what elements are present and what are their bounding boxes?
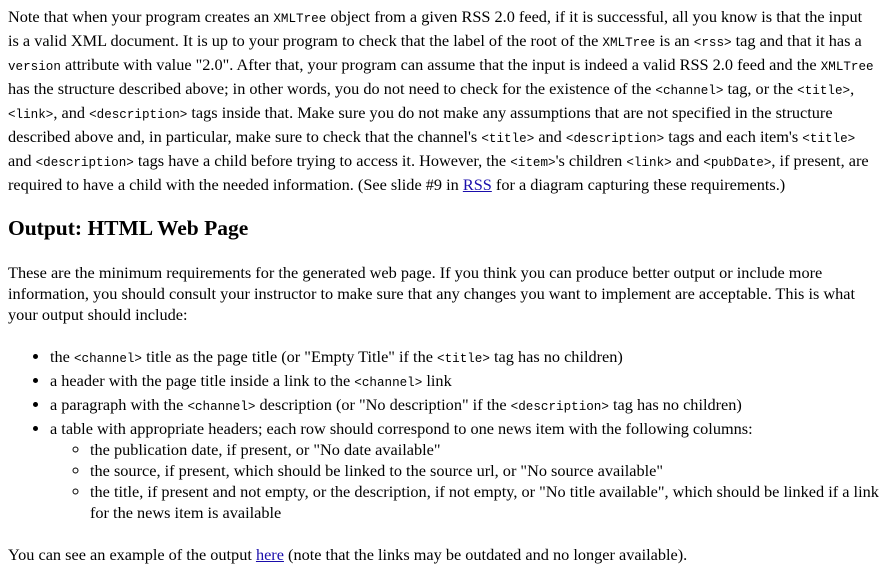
section-heading: Output: HTML Web Page xyxy=(8,216,249,240)
item-text: title as the page title (or "Empty Title" if the xyxy=(142,347,438,366)
rss-link[interactable]: RSS xyxy=(462,175,492,194)
intro-text: is an xyxy=(655,31,694,50)
sublist-item: ◦ the source, if present, which should be linked to the source url, or "No source available" xyxy=(90,460,880,481)
intro-text: and xyxy=(671,151,704,170)
intro-text: and xyxy=(8,151,36,170)
item-text: link xyxy=(422,371,452,390)
code-link-tag: <link> xyxy=(626,156,672,170)
intro-text: has the structure described above; in other words, you do not need to check for the existence of the xyxy=(8,79,656,98)
intro-text: and xyxy=(534,127,566,146)
code-title-tag: <title> xyxy=(437,352,490,366)
code-title-tag: <title> xyxy=(481,132,535,146)
code-title-tag: <title> xyxy=(802,132,856,146)
code-description-tag: <description> xyxy=(35,156,134,170)
sublist-item: ◦ the publication date, if present, or "No date available" xyxy=(90,439,880,460)
item-text: tag has no children) xyxy=(608,395,742,414)
intro-text: tags have a child before trying to access it. However, the xyxy=(133,151,511,170)
code-rss-tag: <rss> xyxy=(693,36,732,50)
intro-text: tag and that it has a xyxy=(731,31,862,50)
code-title-tag: <title> xyxy=(797,84,851,98)
code-pubdate-tag: <pubDate> xyxy=(703,156,772,170)
code-description-tag: <description> xyxy=(565,132,665,146)
code-xmltree: XMLTree xyxy=(602,36,656,50)
example-text: You can see an example of the output xyxy=(8,545,256,564)
list-item xyxy=(50,394,880,418)
code-version: version xyxy=(8,60,61,74)
list-item xyxy=(50,418,880,523)
intro-text: tags inside that. Make sure you do not make any assumptions that are not specified in the structure described above and, in particular, make sure to check that the channel's xyxy=(8,103,833,146)
list-item xyxy=(50,346,880,370)
code-channel-tag: <channel> xyxy=(354,376,423,390)
code-channel-tag: <channel> xyxy=(73,352,142,366)
code-xmltree: XMLTree xyxy=(820,60,874,74)
intro-text: attribute with value "2.0". After that, your program can assume that the input is indeed a valid RSS 2.0 feed and the xyxy=(60,55,821,74)
item-text: tag has no children) xyxy=(489,347,623,366)
sublist-item: ◦ the title, if present and not empty, or the description, if not empty, or "No title available", which should be linked if a link for the news item is available xyxy=(90,481,880,523)
example-text: (note that the links may be outdated and no longer available). xyxy=(283,545,688,564)
intro-text: , and xyxy=(53,103,90,122)
requirements-list xyxy=(8,346,880,523)
intro-paragraph xyxy=(8,6,874,195)
code-xmltree: XMLTree xyxy=(273,12,327,26)
code-channel-tag: <channel> xyxy=(655,84,724,98)
intro-text: tags and each item's xyxy=(664,127,803,146)
item-text: description (or "No description" if the xyxy=(255,395,511,414)
intro-text: , xyxy=(850,79,855,98)
item-text: the xyxy=(50,347,74,366)
intro-text: for a diagram capturing these requirements.) xyxy=(491,175,786,194)
code-link-tag: <link> xyxy=(8,108,54,122)
intro-text: , if present, are required to have a child with the needed information. (See slide #9 in xyxy=(8,151,869,194)
columns-sublist xyxy=(50,439,880,523)
code-channel-tag: <channel> xyxy=(187,400,256,414)
item-text: a paragraph with the xyxy=(50,395,188,414)
example-paragraph xyxy=(8,544,880,565)
intro-text: tag, or the xyxy=(723,79,798,98)
example-here-link[interactable]: here xyxy=(255,545,284,564)
code-description-tag: <description> xyxy=(510,400,609,414)
list-item xyxy=(50,370,880,394)
item-text: a header with the page title inside a link to the xyxy=(50,371,355,390)
intro-text: Note that when your program creates an xyxy=(8,7,274,26)
intro-text: 's children xyxy=(555,151,627,170)
item-text: a table with appropriate headers; each row should correspond to one news item with the following columns: xyxy=(50,419,753,438)
code-item-tag: <item> xyxy=(510,156,556,170)
code-description-tag: <description> xyxy=(89,108,188,122)
requirements-intro: These are the minimum requirements for the generated web page. If you think you can produce better output or include more information, you should consult your instructor to make sure that any changes you want to implement are acceptable. This is what your output should include: xyxy=(8,263,856,324)
intro-text: object from a given RSS 2.0 feed, if it is successful, all you know is that the input is a valid XML document. It is up to your program to check that the label of the root of the xyxy=(8,7,863,50)
